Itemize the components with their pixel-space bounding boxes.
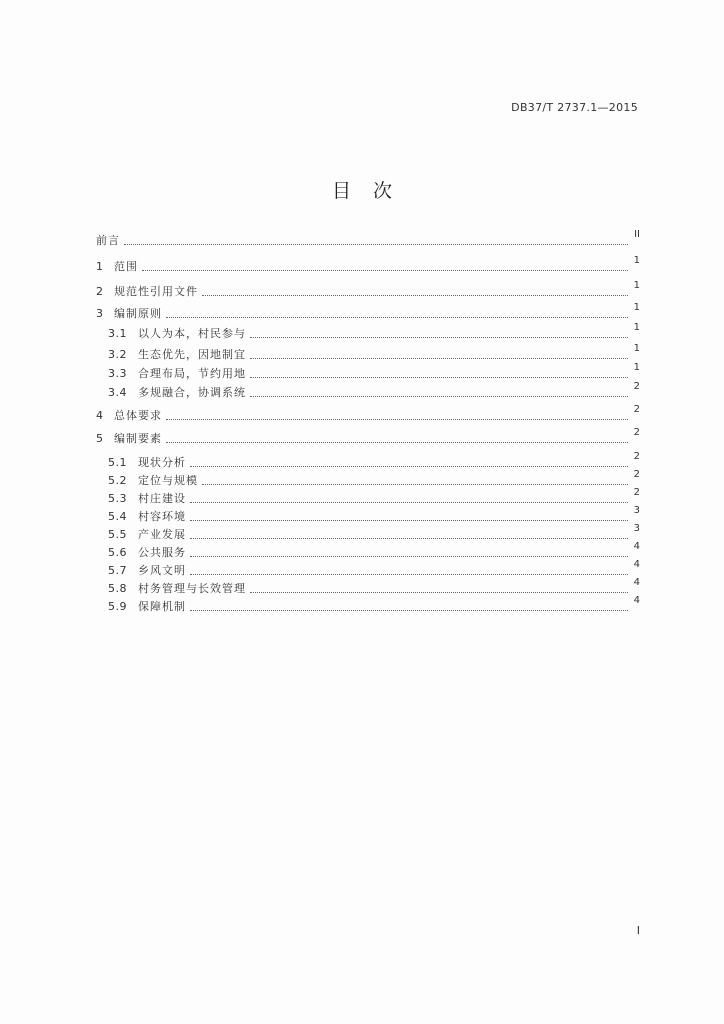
toc-entry-page: 2 [633,451,640,462]
toc-dot-leader [142,270,628,271]
toc-entry[interactable] [108,577,640,596]
toc-entry-page: 1 [633,302,640,313]
toc-dot-leader [250,337,628,338]
toc-entry[interactable] [108,559,640,578]
toc-entry[interactable] [108,469,640,488]
toc-entry-number: 3 [96,307,104,320]
toc-entry-page: 3 [633,523,640,534]
toc-entry-number: 5.7 [108,564,127,577]
toc-entry-number: 5.4 [108,510,127,523]
toc-dot-leader [124,244,628,245]
toc-dot-leader [190,520,628,521]
toc-entry-label: 村容环境 [138,510,186,523]
toc-entry-label: 产业发展 [138,528,186,541]
toc-entry-label: 公共服务 [138,546,186,559]
toc-entry[interactable] [96,280,640,299]
toc-dot-leader [250,396,628,397]
toc-entry[interactable] [96,404,640,423]
toc-dot-leader [166,317,628,318]
toc-entry-number: 2 [96,285,104,298]
toc-entry-page: 2 [633,469,640,480]
toc-entry-label: 定位与规模 [138,474,198,487]
toc-dot-leader [190,466,628,467]
toc-dot-leader [250,377,628,378]
toc-entry-page: 3 [633,505,640,516]
toc-entry-label: 编制原则 [114,307,162,320]
toc-entry-page: 4 [633,541,640,552]
toc-dot-leader [190,610,628,611]
toc-entry-page: 2 [633,427,640,438]
toc-entry[interactable] [96,255,640,274]
toc-entry-label: 编制要素 [114,432,162,445]
toc-dot-leader [166,419,628,420]
toc-entry-label: 保障机制 [138,600,186,613]
toc-entry[interactable] [108,451,640,470]
toc-entry-label: 规范性引用文件 [114,285,198,298]
toc-entry-page: 1 [633,362,640,373]
document-code: DB37/T 2737.1—2015 [511,101,638,114]
toc-entry-number: 5.3 [108,492,127,505]
toc-entry-number: 1 [96,260,104,273]
toc-dot-leader [190,556,628,557]
toc-entry-number: 3.2 [108,348,127,361]
toc-entry-label: 生态优先，因地制宜 [138,348,246,361]
toc-entry-label: 合理布局，节约用地 [138,367,246,380]
toc-entry[interactable] [96,427,640,446]
toc-dot-leader [190,574,628,575]
toc-entry-label: 乡风文明 [138,564,186,577]
toc-entry-number: 5.9 [108,600,127,613]
toc-entry-label: 村务管理与长效管理 [138,582,246,595]
toc-entry-page: 1 [633,280,640,291]
toc-entry-number: 3.4 [108,386,127,399]
toc-entry[interactable] [108,381,640,400]
toc-entry-number: 5.5 [108,528,127,541]
page-title: 目次 [331,180,414,202]
toc-entry-number: 4 [96,409,104,422]
page-number: I [636,924,640,937]
toc-entry-label: 总体要求 [114,409,162,422]
toc-entry-label: 以人为本，村民参与 [138,327,246,340]
toc-entry[interactable] [108,541,640,560]
toc-entry[interactable] [108,595,640,614]
toc-entry-number: 5.2 [108,474,127,487]
toc-dot-leader [250,592,628,593]
toc-dot-leader [250,358,628,359]
toc-entry-number: 3.3 [108,367,127,380]
toc-entry[interactable] [108,523,640,542]
toc-entry[interactable] [96,229,640,248]
toc-entry-label: 范围 [114,260,138,273]
toc-dot-leader [190,538,628,539]
toc-dot-leader [190,502,628,503]
toc-entry[interactable] [108,343,640,362]
toc-entry-page: 2 [633,381,640,392]
toc-entry-page: 4 [633,595,640,606]
toc-entry-page: 1 [633,343,640,354]
toc-entry-number: 5.6 [108,546,127,559]
toc-entry-label: 多规融合，协调系统 [138,386,246,399]
toc-entry-number: 5 [96,432,104,445]
toc-entry-number: 3.1 [108,327,127,340]
toc-entry[interactable] [96,302,640,321]
toc-entry-label: 现状分析 [138,456,186,469]
toc-entry-page: 4 [633,577,640,588]
toc-entry-number: 5.1 [108,456,127,469]
toc-entry[interactable] [108,322,640,341]
toc-dot-leader [166,442,628,443]
toc-entry-page: 1 [633,255,640,266]
toc-dot-leader [202,295,628,296]
toc-entry[interactable] [108,505,640,524]
toc-entry-label: 村庄建设 [138,492,186,505]
toc-entry[interactable] [108,362,640,381]
toc-entry-page: 4 [633,559,640,570]
toc-entry-number: 5.8 [108,582,127,595]
toc-entry[interactable] [108,487,640,506]
toc-entry-label: 前言 [96,234,120,247]
toc-entry-page: 2 [633,487,640,498]
toc-dot-leader [202,484,628,485]
toc-entry-page: 1 [633,322,640,333]
toc-entry-page: 2 [633,404,640,415]
toc-entry-page: II [634,229,640,240]
